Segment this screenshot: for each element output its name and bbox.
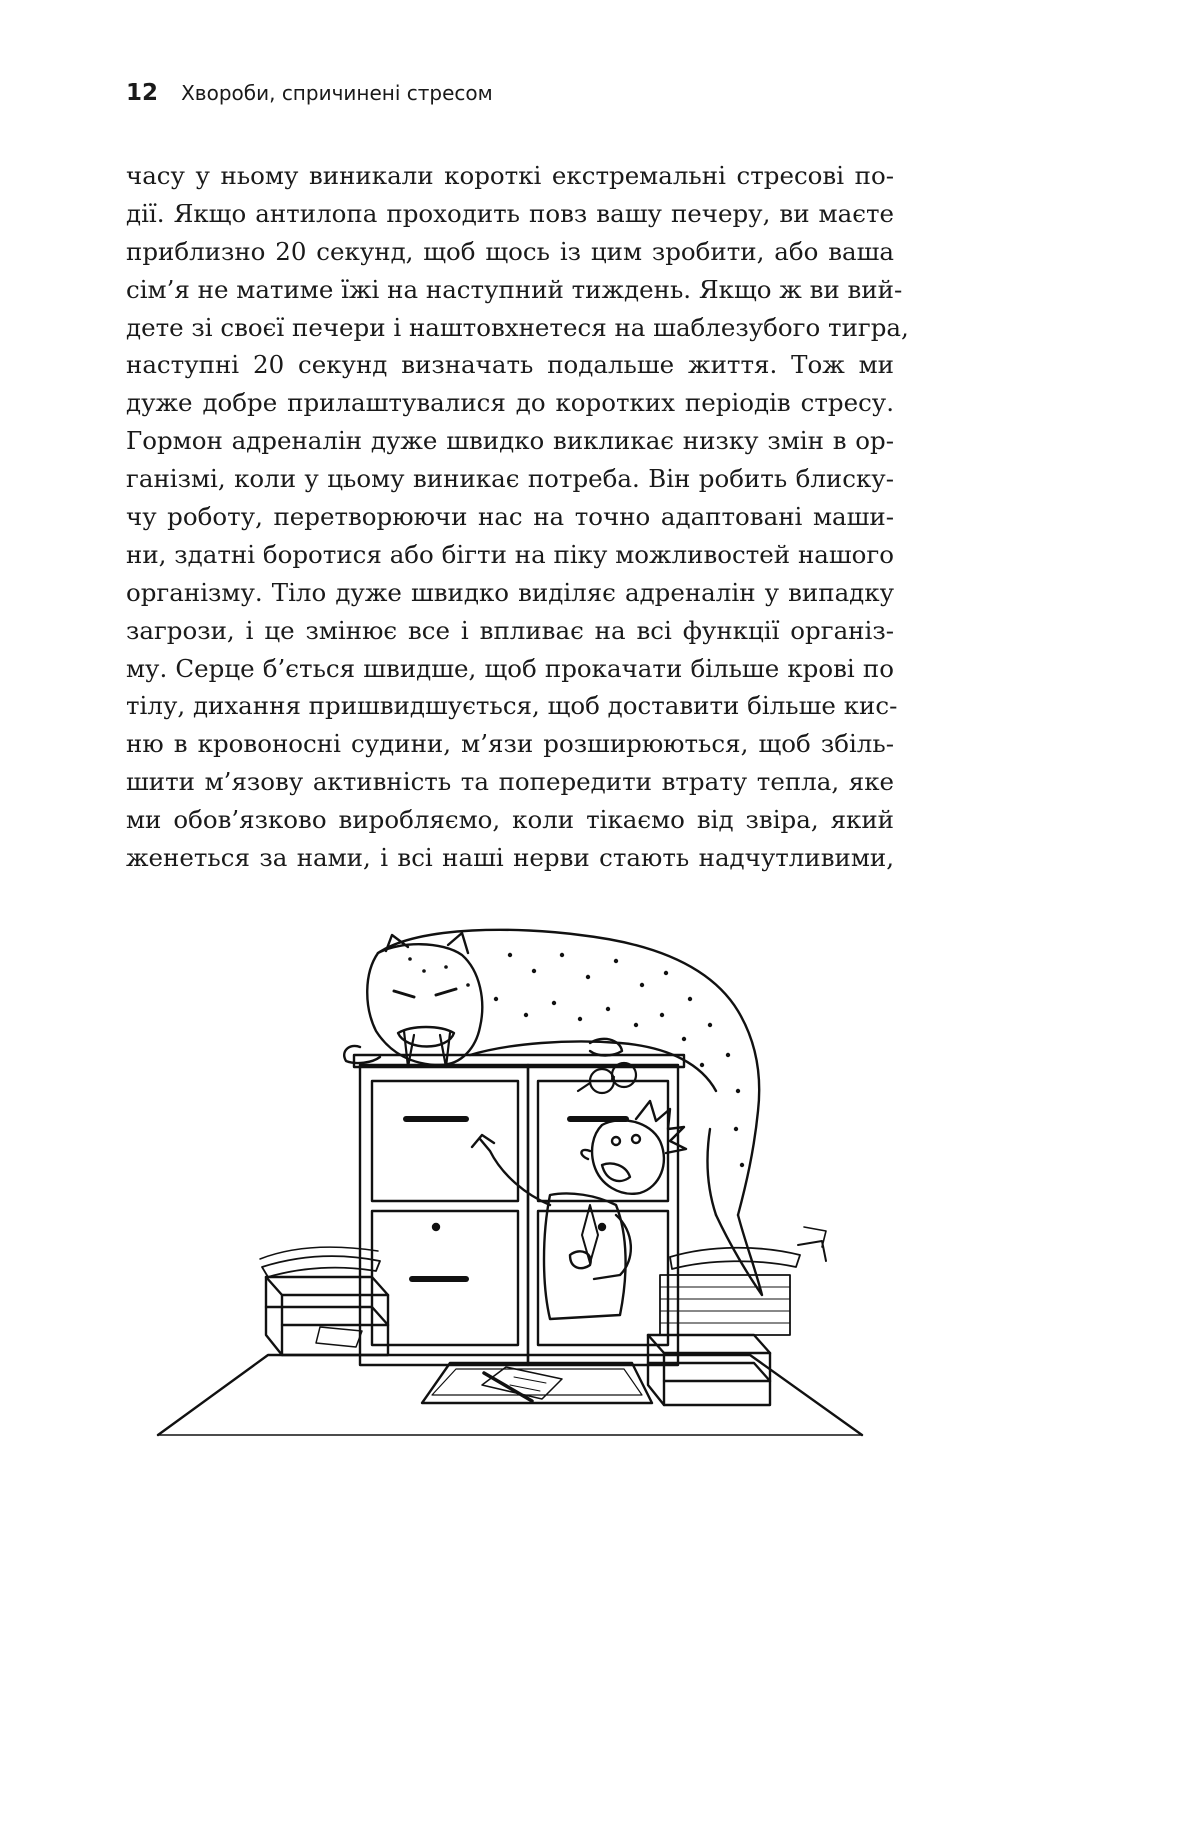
text-line: дуже добре прилаштувалися до коротких періодів стресу. [126, 388, 894, 418]
paper-tray-left [260, 1247, 388, 1355]
text-line: наступні 20 секунд визначать подальше життя. Тож ми [126, 350, 894, 380]
text-line: чу роботу, перетворюючи нас на точно адаптовані маши- [126, 502, 894, 532]
text-line: женеться за нами, і всі наші нерви стають надчутливими, [126, 843, 894, 873]
stack-of-papers [262, 1256, 380, 1277]
text-line: шити м’язову активність та попередити втрату тепла, яке [126, 767, 894, 797]
text-line: тілу, дихання пришвидшується, щоб доставити більше кис- [126, 691, 898, 721]
running-header [126, 80, 493, 120]
stack-of-papers [660, 1275, 790, 1335]
text-line: часу у ньому виникали короткі екстремальні стресові по- [126, 161, 894, 190]
sabertooth-tiger [344, 930, 762, 1295]
text-line: ганізмі, коли у цьому виникає потреба. Він робить блиску- [126, 464, 894, 494]
cartoon-illustration [150, 915, 870, 1450]
text-line: дії. Якщо антилопа проходить повз вашу печеру, ви маєте [126, 198, 894, 228]
text-line: Гормон адреналін дуже швидко викликає низку змін в ор- [126, 426, 894, 456]
text-line: ни, здатні боротися або бігти на піку можливостей нашого [126, 539, 894, 569]
text-line: ми обов’язково виробляємо, коли тікаємо від звіра, який [126, 805, 894, 835]
text-line: му. Серце б’ється швидше, щоб прокачати більше крові по [126, 653, 894, 683]
filing-cabinet [354, 1055, 684, 1365]
text-line: організму. Тіло дуже швидко виділяє адреналін у випадку [126, 577, 894, 607]
text-line: ню в кровоносні судини, м’язи розширюються, щоб збіль- [126, 729, 894, 759]
chapter-title: Хвороби, спричинені стресом [181, 81, 493, 105]
page-number: 12 [126, 80, 159, 106]
text-line: загрози, і це змінює все і впливає на всі функції організ- [126, 615, 894, 645]
text-line: дете зі своєї печери і наштовхнетеся на шаблезубого тигра, [126, 312, 909, 342]
text-line: приблизно 20 секунд, щоб щось із цим зробити, або ваша [126, 236, 894, 266]
text-line: сім’я не матиме їжі на наступний тиждень. Якщо ж ви вий- [126, 274, 903, 304]
body-text [126, 157, 909, 877]
